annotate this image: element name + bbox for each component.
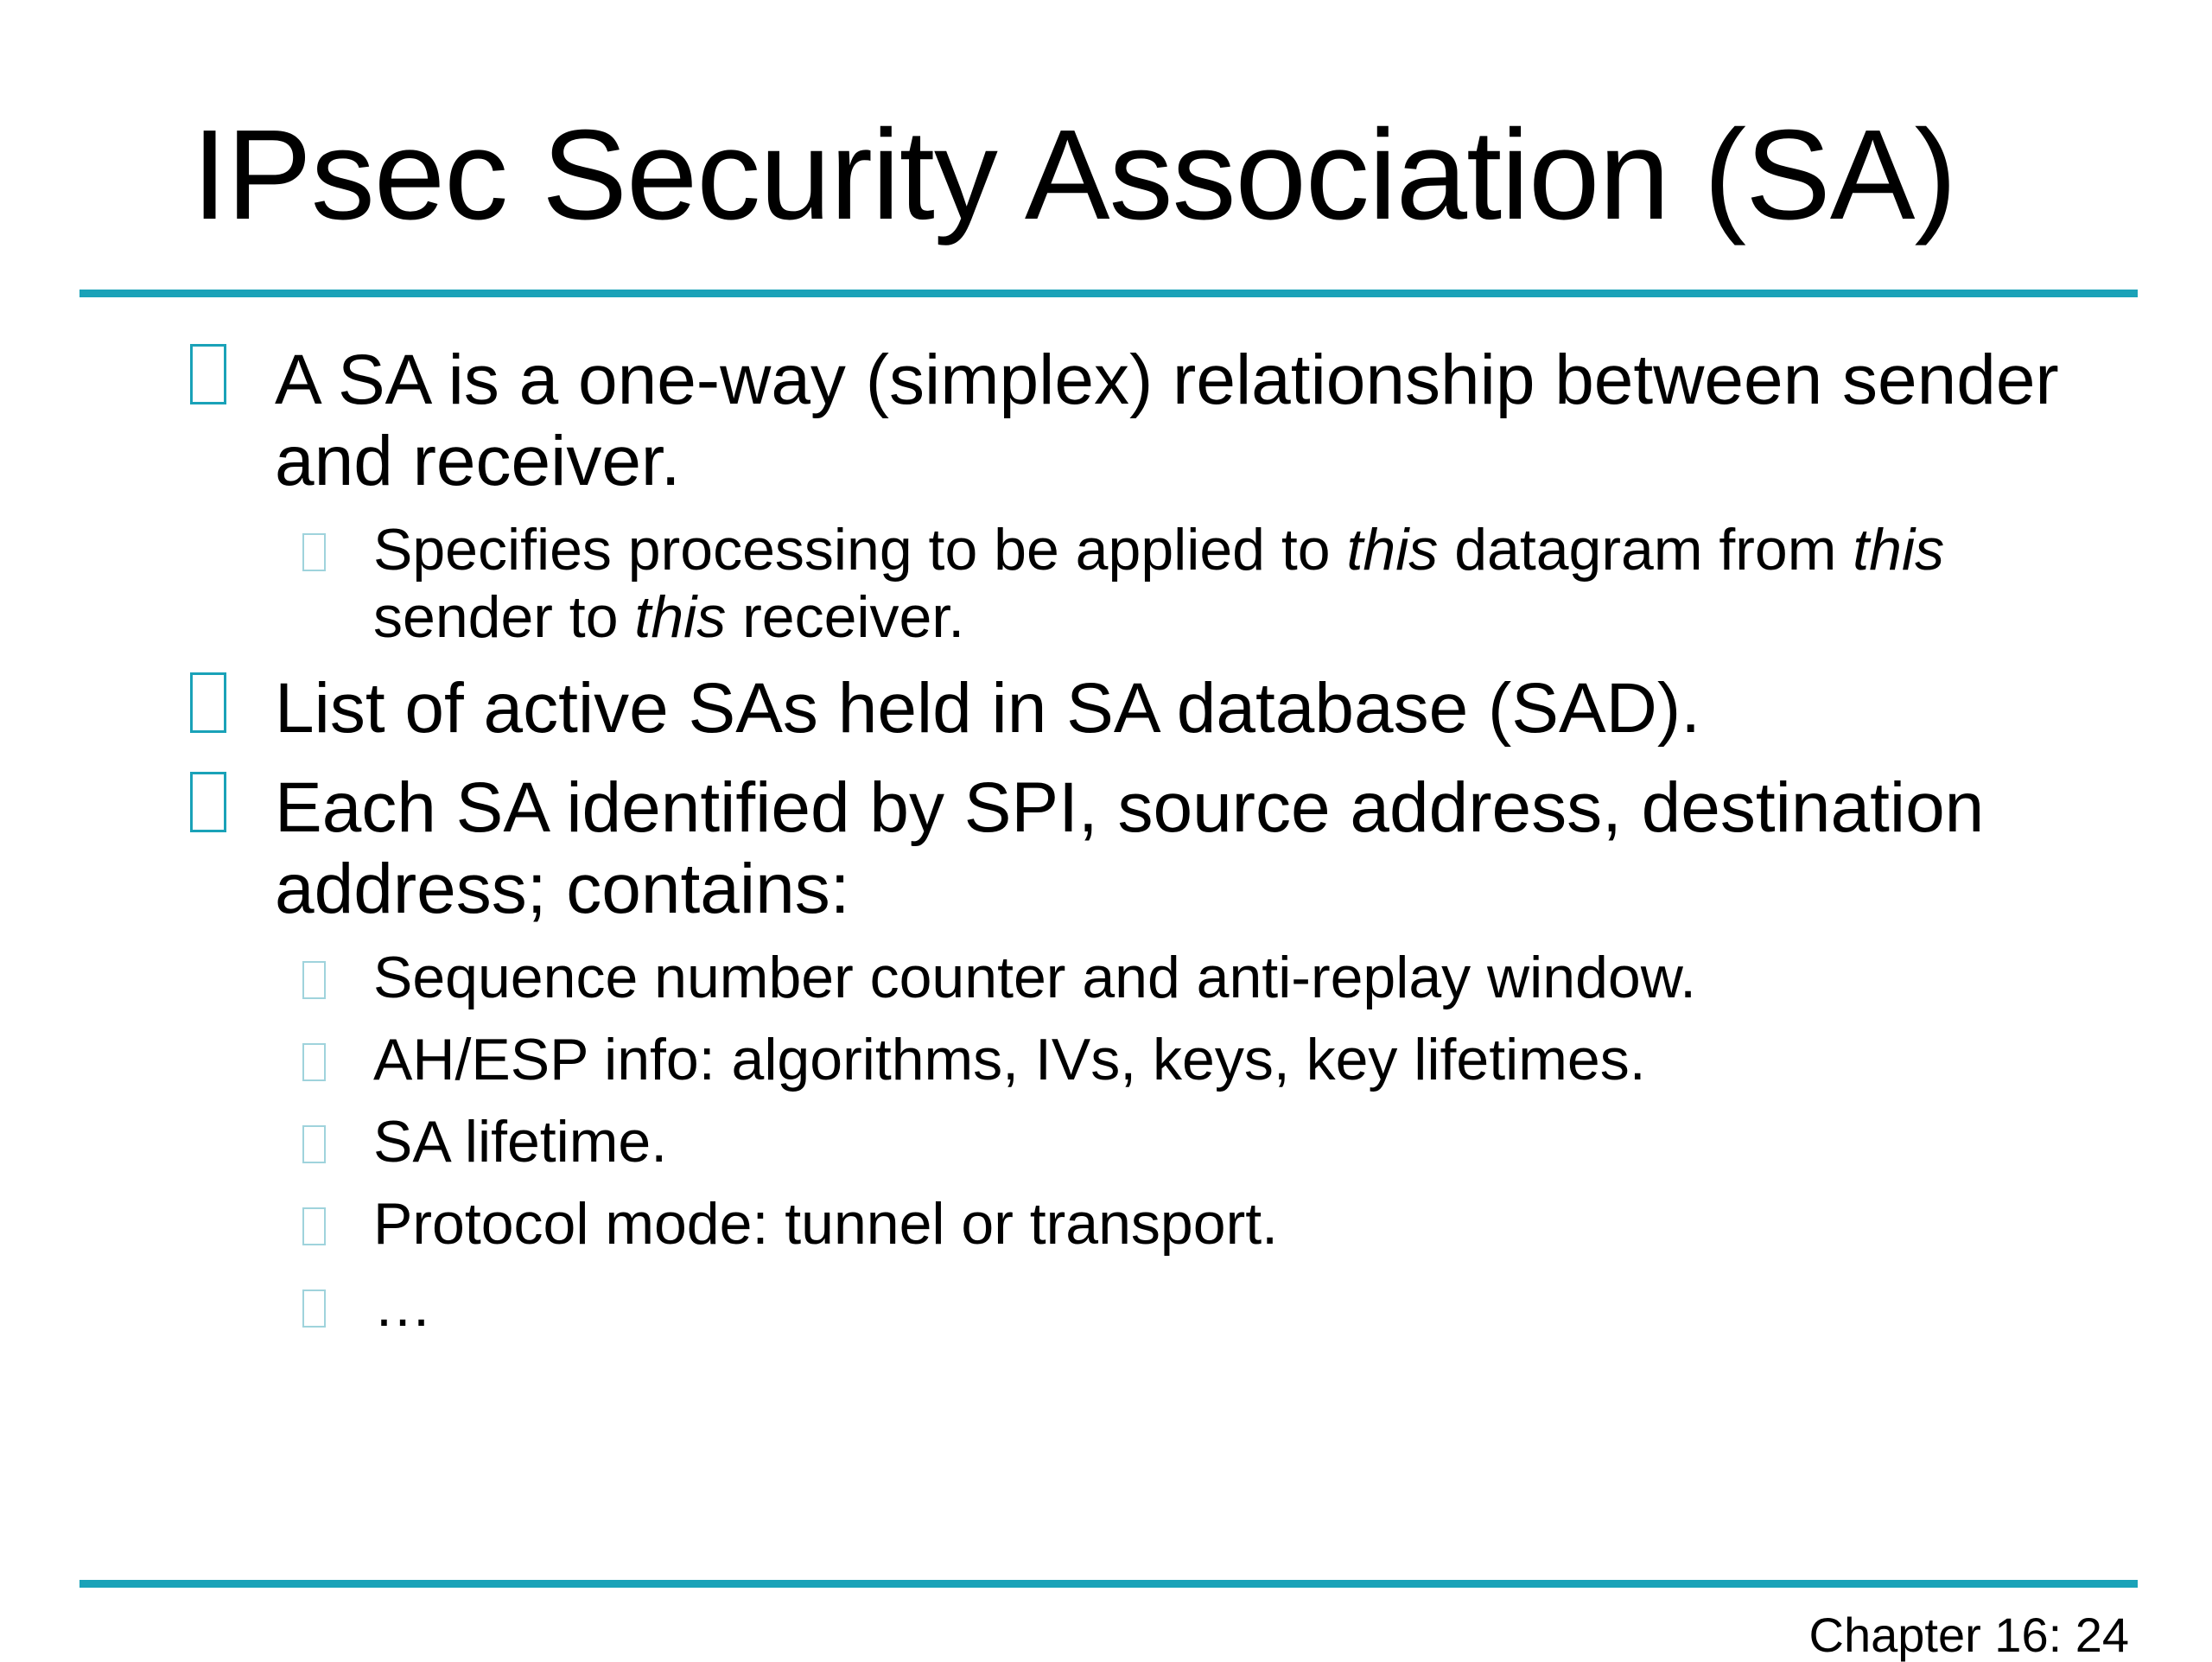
sub-bullet-lifetime: SA lifetime. bbox=[373, 1109, 668, 1175]
sub-bullet-box-icon bbox=[302, 1125, 326, 1163]
sub-bullet-protocol-mode: Protocol mode: tunnel or transport. bbox=[373, 1191, 1278, 1257]
footer-divider bbox=[79, 1580, 2138, 1588]
slide-number: Chapter 16: 24 bbox=[1808, 1608, 2129, 1662]
sub-bullet-box-icon bbox=[302, 1289, 326, 1328]
slide-title: IPsec Security Association (SA) bbox=[192, 104, 1956, 246]
bullet-sa-definition: A SA is a one-way (simplex) relationship between sender and receiver. bbox=[275, 341, 2059, 500]
sub-bullet-ah-esp: AH/ESP info: algorithms, IVs, keys, key lifetimes. bbox=[373, 1027, 1646, 1092]
sub-bullet-box-icon bbox=[302, 961, 326, 999]
sub-bullet-box-icon bbox=[302, 1043, 326, 1081]
bullet-sa-identified: Each SA identified by SPI, source address, destination address; contains: bbox=[275, 768, 1985, 928]
title-divider bbox=[79, 290, 2138, 297]
bullet-box-icon bbox=[190, 672, 226, 733]
sub-bullet-box-icon bbox=[302, 1207, 326, 1245]
sub-bullet-sequence: Sequence number counter and anti-replay window. bbox=[373, 945, 1696, 1010]
bullet-box-icon bbox=[190, 772, 226, 832]
bullet-box-icon bbox=[190, 344, 226, 404]
sub-bullet-processing: Specifies processing to be applied to this datagram from this sender to this receiver. bbox=[373, 517, 1945, 650]
sub-bullet-ellipsis: … bbox=[373, 1273, 432, 1339]
bullet-sad: List of active SAs held in SA database (SAD). bbox=[275, 669, 1700, 748]
sub-bullet-box-icon bbox=[302, 533, 326, 571]
